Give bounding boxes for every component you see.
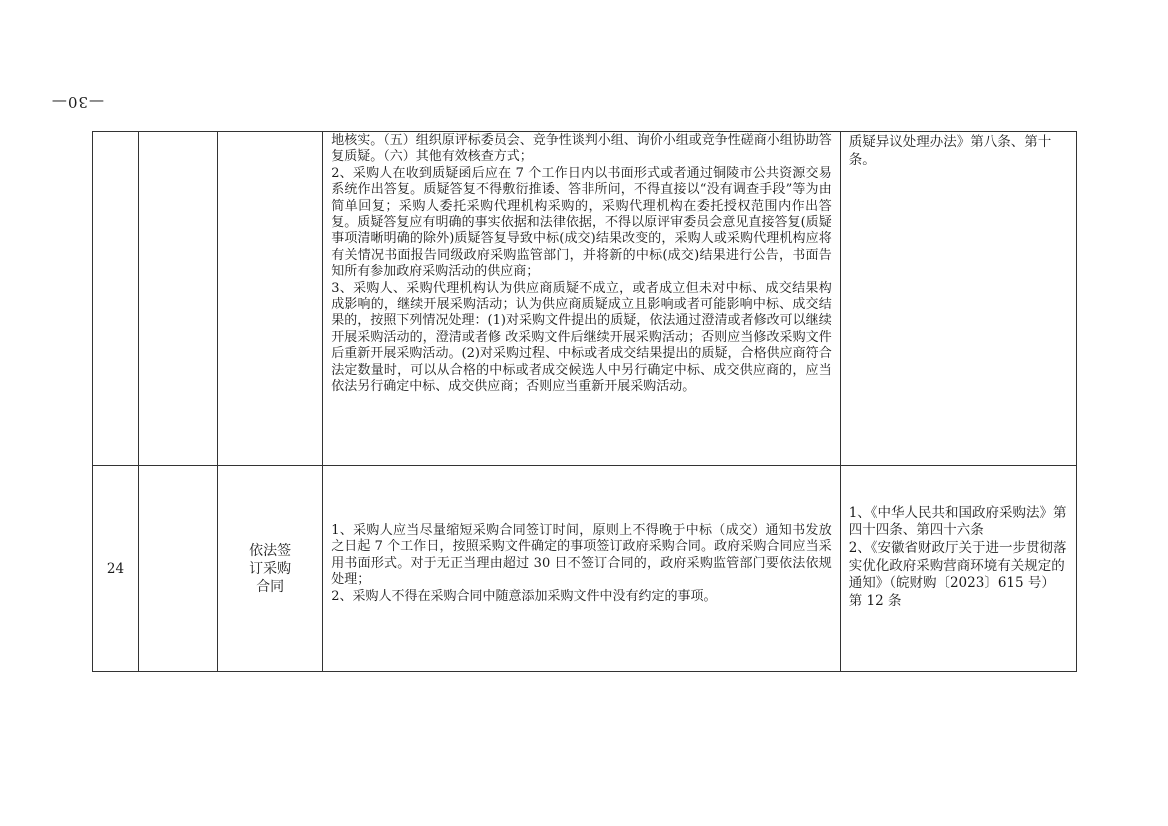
content-paragraph: 3、采购人、采购代理机构认为供应商质疑不成立，或者成立但未对中标、成交结果构成影响的，继续开展采购活动；认为供应商质疑成立且影响或者可能影响中标、成交结果的，按照下列情况处理：(1)对采购文件提出的质疑，依法通过澄清或者修改可以继续开展采购活动的，澄清或者修 改采购文件后继续开展采购活动；否则应当修改采购文件后重新开展采购活动。(2)对采购过程、中标或者成交结果提出的质疑，合格供应商符合法定数量时，可以从合格的中标或者成交候选人中另行确定中标、成交供应商的，应当依法另行确定中标、成交供应商；否则应当重新开展采购活动。 xyxy=(331,280,832,395)
item-cell xyxy=(218,132,323,466)
content-paragraph: 2、采购人在收到质疑函后应在 7 个工作日内以书面形式或者通过铜陵市公共资源交易系统作出答复。质疑答复不得敷衍推诿、答非所问，不得直接以“没有调查手段”等为由简单回复；采购人委托采购代理机构采购的，采购代理机构在委托授权范围内作出答复。质疑答复应有明确的事实依据和法律依据，不得以原评审委员会意见直接答复(质疑事项清晰明确的除外)质疑答复导致中标(成交)结果改变的，采购人或采购代理机构应将有关情况书面报告同级政府采购监管部门，并将新的中标(成交)结果进行公告，书面告知所有参加政府采购活动的供应商； xyxy=(331,165,832,280)
content-cell xyxy=(323,132,841,466)
content-paragraph: 地核实。（五）组织原评标委员会、竞争性谈判小组、询价小组或竞争性磋商小组协助答复质疑。（六）其他有效核查方式； xyxy=(331,133,832,165)
table-row xyxy=(93,132,1077,466)
seq-cell xyxy=(93,132,139,466)
basis-paragraph: 1、《中华人民共和国政府采购法》第四十四条、第四十六条 xyxy=(848,504,1067,539)
basis-cell xyxy=(840,466,1076,672)
item-cell: 依法签订采购合同 xyxy=(218,466,323,672)
content-cell xyxy=(323,466,841,672)
basis-paragraph: 2、《安徽省财政厅关于进一步贯彻落实优化政府采购营商环境有关规定的通知》（皖财购〔2023〕615 号）第 12 条 xyxy=(848,539,1067,609)
category-cell xyxy=(139,132,218,466)
content-paragraph: 1、采购人应当尽量缩短采购合同签订时间，原则上不得晚于中标（成交）通知书发放之日起 7 个工作日，按照采购文件确定的事项签订政府采购合同。政府采购合同应当采用书面形式。对于无正当理由超过 30 日不签订合同的，政府采购监管部门要依法依规处理； xyxy=(331,522,832,588)
basis-cell xyxy=(840,132,1076,466)
basis-paragraph: 质疑异议处理办法》第八条、第十条。 xyxy=(848,134,1052,168)
table-row xyxy=(93,466,1077,672)
page-number: —30— xyxy=(50,93,104,111)
category-cell xyxy=(139,466,218,672)
regulation-table xyxy=(92,131,1077,672)
content-paragraph: 2、采购人不得在采购合同中随意添加采购文件中没有约定的事项。 xyxy=(331,588,717,604)
seq-cell: 24 xyxy=(93,466,139,672)
